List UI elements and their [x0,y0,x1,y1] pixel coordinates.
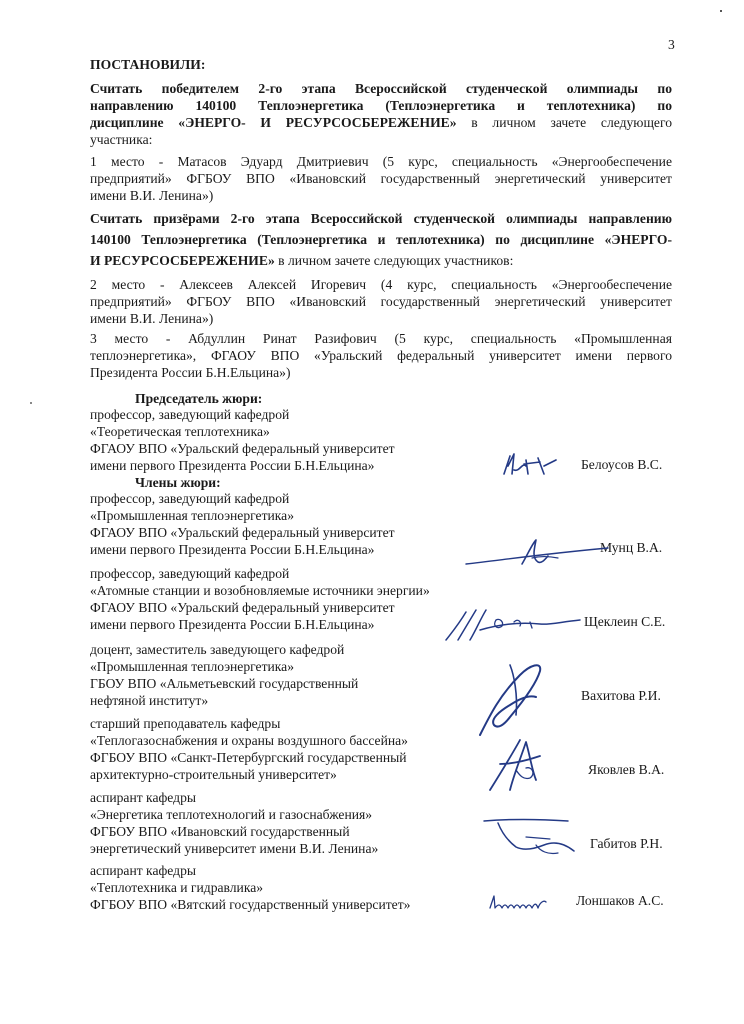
jury-member-line: «Атомные станции и возобновляемые источники энергии» [90,583,430,598]
prize-line-3-rest: в личном зачете следующих участников: [274,253,514,268]
place-1-line: имени В.И. Ленина») [90,188,214,203]
jury-member-line: «Теплотехника и гидравлика» [90,880,264,895]
jury-member-line: «Теоретическая теплотехника» [90,424,270,439]
resolution-heading: ПОСТАНОВИЛИ: [90,57,206,72]
jury-member-line: аспирант кафедры [90,863,197,878]
jury-member-line: «Промышленная теплоэнергетика» [90,659,295,674]
jury-member-line: имени первого Президента России Б.Н.Ельцина» [90,617,375,632]
place-3-line: теплоэнергетика», ФГАОУ ВПО «Уральский федеральный университет имени первого [90,348,672,363]
place-2-line: имени В.И. Ленина») [90,311,214,326]
prize-line-3 [90,250,672,271]
jury-member-line: доцент, заместитель заведующего кафедрой [90,642,345,657]
prize-paragraph [90,208,672,271]
jury-member-line: старший преподаватель кафедры [90,716,281,731]
place-2-line: 2 место - Алексеев Алексей Игоревич (4 курс, специальность «Энергообеспечение [90,277,672,292]
jury-member-line: ФГАОУ ВПО «Уральский федеральный университет [90,441,395,456]
jury-member-line: «Промышленная теплоэнергетика» [90,508,295,523]
winner-line-3 [90,114,672,131]
winner-line-1: Считать победителем 2-го этапа Всероссийской студенческой олимпиады по [90,81,672,96]
jury-member-name: Щеклеин С.Е. [584,614,666,629]
jury-member-entry [90,862,410,913]
jury-member-entry [90,715,408,783]
prize-line-2: 140100 Теплоэнергетика (Теплоэнергетика и теплотехника) по дисциплине «ЭНЕРГО- [90,232,672,247]
jury-member-line: профессор, заведующий кафедрой [90,491,290,506]
place-3-line: 3 место - Абдуллин Ринат Разифович (5 курс, специальность «Промышленная [90,331,672,346]
scan-speck [30,402,32,404]
jury-member-name: Мунц В.А. [600,540,663,555]
jury-member-line: имени первого Президента России Б.Н.Ельцина» [90,542,375,557]
jury-member-line: нефтяной институт» [90,693,209,708]
jury-member-line: профессор, заведующий кафедрой [90,407,290,422]
jury-member-name: Вахитова Р.И. [581,688,661,703]
jury-member-line: «Теплогазоснабжения и охраны воздушного бассейна» [90,733,408,748]
winner-line-4: участника: [90,132,153,147]
jury-member-name: Лоншаков А.С. [576,893,664,908]
winner-line-2: направлению 140100 Теплоэнергетика (Теплоэнергетика и теплотехника) по [90,98,672,113]
jury-member-entry [90,406,395,474]
jury-member-line: ФГБОУ ВПО «Вятский государственный университет» [90,897,411,912]
winner-discipline: дисциплине «ЭНЕРГО- И РЕСУРСОСБЕРЕЖЕНИЕ» [90,115,457,130]
winner-paragraph [90,80,672,148]
place-1-line: предприятий» ФГБОУ ВПО «Ивановский государственный энергетический университет [90,171,672,186]
jury-member-line: энергетический университет имени В.И. Ленина» [90,841,379,856]
prize-line-1: Считать призёрами 2-го этапа Всероссийской студенческой олимпиады направлению [90,211,672,226]
signature-yakovlev [480,730,550,800]
signature-shchеklein [440,600,590,646]
jury-member-line: ФГАОУ ВПО «Уральский федеральный университет [90,600,395,615]
jury-member-name: Яковлев В.А. [588,762,665,777]
jury-member-line: профессор, заведующий кафедрой [90,566,290,581]
jury-member-line: ФГБОУ ВПО «Ивановский государственный [90,824,350,839]
prize-discipline: И РЕСУРСОСБЕРЕЖЕНИЕ» [90,253,275,268]
jury-member-line: аспирант кафедры [90,790,197,805]
winner-line-3-rest: в личном зачете следующего [456,115,672,130]
page-number: 3 [668,37,675,52]
signature-munts [462,536,612,572]
jury-member-name: Белоусов В.С. [581,457,663,472]
jury-members-title: Члены жюри: [135,475,221,490]
jury-member-entry [90,565,430,633]
jury-member-line: архитектурно-строительный университет» [90,767,337,782]
place-2-entry [90,276,672,327]
jury-member-line: ГБОУ ВПО «Альметьевский государственный [90,676,359,691]
signature-belousov [500,448,570,480]
scan-speck [720,10,722,12]
place-1-line: 1 место - Матасов Эдуард Дмитриевич (5 курс, специальность «Энергообеспечение [90,154,672,169]
place-3-entry [90,330,672,381]
jury-member-line: ФГБОУ ВПО «Санкт-Петербургский государственный [90,750,407,765]
place-3-line: Президента России Б.Н.Ельцина») [90,365,291,380]
jury-member-entry [90,789,378,857]
jury-member-line: имени первого Президента России Б.Н.Ельцина» [90,458,375,473]
jury-member-entry [90,641,358,709]
jury-member-line: ФГАОУ ВПО «Уральский федеральный университет [90,525,395,540]
place-2-line: предприятий» ФГБОУ ВПО «Ивановский государственный энергетический университет [90,294,672,309]
signature-gabitov [478,815,588,861]
place-1-entry [90,153,672,204]
jury-member-name: Габитов Р.Н. [590,836,663,851]
jury-chair-title: Председатель жюри: [135,391,263,406]
jury-member-entry [90,490,395,558]
signature-lonshakov [486,890,552,914]
jury-member-line: «Энергетика теплотехнологий и газоснабжения» [90,807,373,822]
